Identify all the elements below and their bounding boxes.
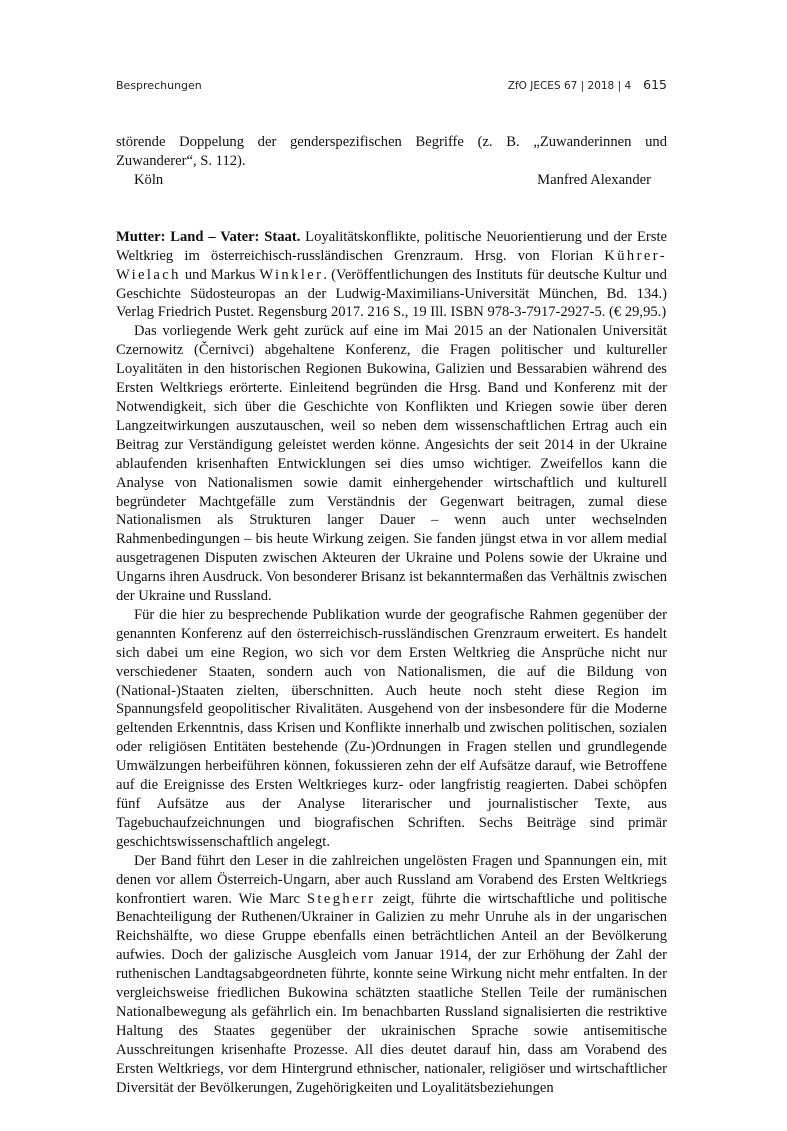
previous-review-signature [116,171,667,190]
journal-name: ZfO JECES 67 | 2018 | 4 [507,80,632,92]
section-gap [116,190,667,228]
section-title: Besprechungen [116,79,202,92]
page-body [116,133,667,1098]
editor-name: Winkler [259,266,324,283]
journal-info [508,77,667,92]
paragraph-text: zeigt, führte die wirtschaftliche und politische Benachteiligung der Ruthenen/Ukrainer in Galizien zu mehr Unruhe als in der ungarischen Reichshälfte, wo diese Gruppe ebenfalls einen beträchtlichen Anteil an der Bevölkerung aufwies. Doch der galizische Ausgleich vom Januar 1914, der zur Erhöhung der Zahl der ruthenischen Landtagsabgeordneten führte, konnte seine Wirkung nicht mehr entfalten. In der vergleichsweise friedlichen Bukowina schätzten staatliche Stellen Teile der rumänischen Nationalbewegung als gefährlich ein. Im benachbarten Russland signalisierten die restriktive Haltung des Staates gegenüber der ukrainischen Sprache sowie antisemitische Ausschreitungen krisenhafte Prozesse. All dies deutet darauf hin, dass am Vorabend des Ersten Weltkriegs, vor dem Hintergrund ethnischer, nationaler, religiöser und wirtschaftlicher Diversität der Bevölkerungen, Zugehörigkeiten und Loyalitätsbeziehungen [116,890,667,1096]
review-paragraph: Das vorliegende Werk geht zurück auf eine im Mai 2015 an der Nationalen Universität Czernowitz (Černivci) abgehaltene Konferenz, die Fragen politischer und kultureller Loyalitäten in den historischen Regionen Bukowina, Galizien und Bessarabien während des Ersten Weltkriegs erörterte. Einleitend begründen die Hrsg. Band und Konferenz mit der Notwendigkeit, sich über die Geschichte von Konflikten und Kriegen sowie über deren Langzeitwirkungen auszutauschen, weil so neben dem wissenschaftlichen Ertrag auch ein Beitrag zur Verständigung geleistet werden könne. Angesichts der seit 2014 in der Ukraine ablaufenden krisenhaften Entwicklungen sei dies umso wichtiger. Zweifellos kann die Analyse von Nationalismen sowie damit einhergehender wirtschaftlich und kulturell begründeter Machtgefälle zum Verständnis der Gegenwart beitragen, zumal diese Nationalismen als Strukturen langer Dauer – wenn auch unter wechselnden Rahmenbedingungen – bis heute Wirkung zeigen. Sie fanden jüngst etwa in vor allem medial ausgetragenen Disputen zwischen Akteuren der Ukraine und Polens sowie der Ukraine und Ungarns ihren Ausdruck. Von besonderer Brisanz ist bekanntermaßen das Verhältnis zwischen der Ukraine und Russland. [116,323,667,605]
review-paragraph: Für die hier zu besprechende Publikation wurde der geografische Rahmen gegenüber der genannten Konferenz auf den österreichisch-russländischen Grenzraum erweitert. Es handelt sich dabei um eine Region, wo sich vor dem Ersten Weltkrieg die Ansprüche nicht nur verschiedener Staaten, sondern auch von Nationalismen, die auf die Bildung von (National-)Staaten zielten, überschnitten. Auch heute noch steht diese Region im Spannungsfeld geopolitischer Rivalitäten. Ausgehend von der insbesondere für die Moderne geltenden Erkenntnis, dass Krisen und Konflikte innerhalb und zwischen politischen, sozialen oder religiösen Entitäten bestehende (Zu-)Ordnungen in Fragen stellen und grundlegende Umwälzungen herbeiführen können, fokussieren zehn der elf Aufsätze darauf, wie Betroffene auf die Ereignisse des Ersten Weltkrieges kurz- oder langfristig reagierten. Dabei schöpfen fünf Aufsätze aus der Analyse literarischer und journalistischer Texte, aus Tagebuchaufzeichnungen und biografischen Schriften. Sechs Beiträge sind primär geschichtswissenschaftlich angelegt. [116,606,667,850]
author-name: Stegherr [306,890,376,907]
citation-connector: und Markus [180,266,260,283]
previous-review-ending: störende Doppelung der genderspezifischen Begriffe (z. B. „Zuwanderinnen und Zuwanderer“, S. 112). [116,134,667,169]
page-number: 615 [643,77,667,92]
running-head [116,77,667,95]
review-citation [116,228,667,323]
paragraph-text: Der Band führt den Leser in die zahlreichen ungelösten Fragen und Spannungen ein, mit denen vor allem Österreich-Ungarn, aber auch Russland am Vorabend des Ersten Weltkriegs konfrontiert waren. Wie Marc [116,852,667,907]
reviewer-place: Köln [134,171,164,188]
book-subtitle: Loyalitätskonflikte, politische Neuorientierung und der Erste Weltkrieg im österreichisch-russländischen Grenzraum. Hrsg. von Florian [116,228,667,264]
review-paragraph [116,852,667,1098]
reviewer-name: Manfred Alexander [537,171,651,188]
editor-name: Kührer-Wielach [116,247,667,283]
book-title: Mutter: Land – Vater: Staat. [116,228,301,245]
bibliographic-details: . (Veröffentlichungen des Instituts für deutsche Kultur und Geschichte Südosteuropas an der Ludwig-Maximilians-Universität München, Bd. 134.) Verlag Friedrich Pustet. Regensburg 2017. 216 S., 19 Ill. ISBN 978-3-7917-2927-5. (€ 29,95.) [116,266,667,321]
